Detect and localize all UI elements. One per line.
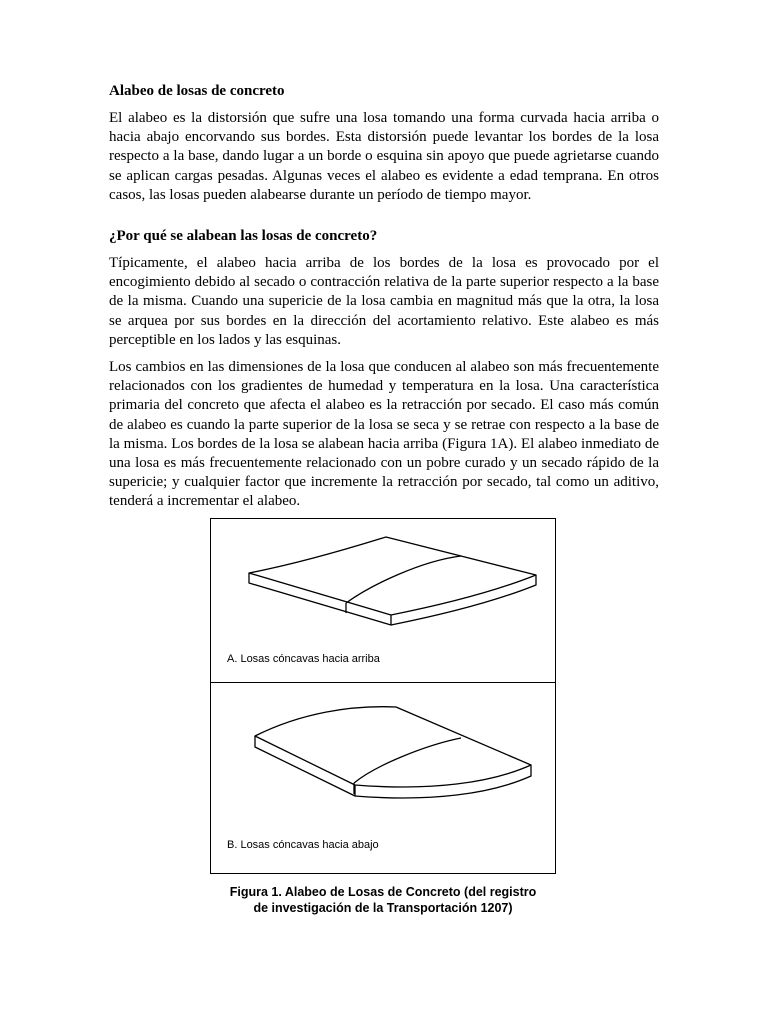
paragraph-causes: Típicamente, el alabeo hacia arriba de los bordes de la losa es provocado por el encogimiento debido al secado o contracción relativa de la parte superior respecto a la base de la misma. Cuando una supericie de la losa cambia en magnitud más que la otra, la losa se arquea por sus bordes en la dirección del acortamiento relativo. Este alabeo es más perceptible en los lados y las esquinas. [109,255,659,348]
paragraph-dimensions: Los cambios en las dimensiones de la losa que conducen al alabeo son más frecuentemente relacionados con los gradientes de humedad y temperatura en la losa. Una característica primaria del concreto que afecta el alabeo es la retracción por secado. El caso más común de alabeo es cuando la parte superior de la losa se seca y se retrae con respecto a la base de la misma. Los bordes de la losa se alabean hacia arriba (Figura 1A). El alabeo inmediato de una losa es más frecuentemente relacionado con un pobre curado y un secado rápido de la supericie; y cualquier factor que incremente la retracción por secado, tal como un aditivo, tenderá a incrementar el alabeo. [109,359,659,510]
panel-a-label: A. Losas cóncavas hacia arriba [227,653,380,665]
article-body [109,82,659,512]
figure-slab-curling [210,518,556,874]
caption-line-1: Figura 1. Alabeo de Losas de Concreto (del registro [229,885,537,899]
caption-line-2: de investigación de la Transportación 1207) [253,901,513,915]
panel-b-label: B. Losas cóncavas hacia abajo [227,839,379,851]
paragraph-definition: El alabeo es la distorsión que sufre una losa tomando una forma curvada hacia arriba o hacia abajo encorvando sus bordes. Esta distorsión puede levantar los bordes de la losa respecto a la base, dando lugar a un borde o esquina sin apoyo que puede agrietarse cuando se aplican cargas pesadas. Algunas veces el alabeo es evidente a edad temprana. En otros casos, las losas pueden alabearse durante un período de tiempo mayor. [109,110,659,203]
section-heading-alabeo: Alabeo de losas de concreto [109,83,285,99]
section-heading-why: ¿Por qué se alabean las losas de concreto? [109,228,378,245]
figure-caption [200,884,566,916]
figure-panel-b [211,683,555,873]
figure-panel-a [211,519,555,683]
